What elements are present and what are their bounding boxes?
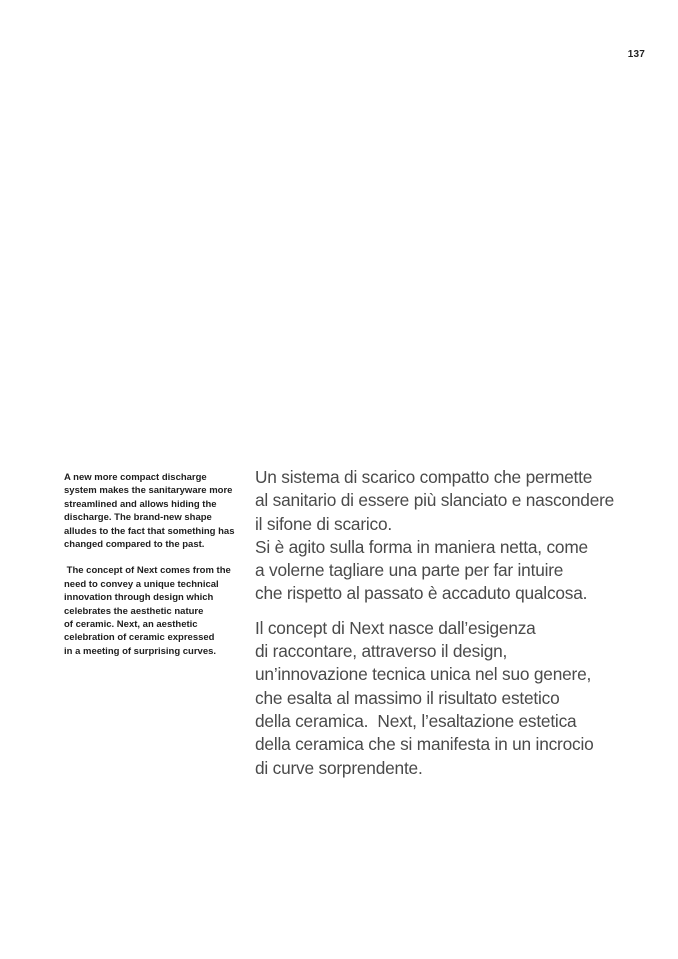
- english-p1-line: streamlined and allows hiding the: [64, 498, 217, 510]
- italian-p1-line: Un sistema di scarico compatto che permette: [255, 467, 593, 487]
- italian-p2-line: di curve sorprendente.: [255, 757, 423, 778]
- english-p1-line: changed compared to the past.: [64, 539, 205, 551]
- italian-p1-line: che rispetto al passato è accaduto qualcosa.: [255, 583, 588, 604]
- italian-text-column: [255, 466, 655, 780]
- italian-p2-line: della ceramica che si manifesta in un incrocio: [255, 734, 594, 755]
- english-p2-line: need to convey a unique technical: [64, 578, 219, 590]
- italian-paragraph-2: [255, 617, 655, 780]
- english-paragraph-1: [64, 471, 249, 551]
- italian-p2-line: un’innovazione tecnica unica nel suo genere,: [255, 664, 592, 685]
- english-p2-line: The concept of Next comes from the: [64, 565, 231, 577]
- italian-p2-line: della ceramica. Next, l’esaltazione estetica: [255, 710, 577, 731]
- page-number: 137: [627, 49, 645, 60]
- italian-p1-line: il sifone di scarico.: [255, 513, 392, 534]
- english-p2-line: in a meeting of surprising curves.: [64, 645, 217, 657]
- italian-p1-line: Si è agito sulla forma in maniera netta, come: [255, 536, 588, 557]
- english-text-column: [64, 471, 249, 658]
- italian-p2-line: di raccontare, attraverso il design,: [255, 641, 508, 662]
- english-p2-line: innovation through design which: [64, 592, 214, 604]
- english-p1-line: system makes the sanitaryware more: [64, 485, 233, 497]
- english-p1-line: alludes to the fact that something has: [64, 525, 235, 537]
- italian-paragraph-1: [255, 466, 655, 606]
- english-p2-line: celebrates the aesthetic nature: [64, 605, 204, 617]
- italian-p2-line: che esalta al massimo il risultato estetico: [255, 687, 560, 708]
- italian-p1-line: al sanitario di essere più slanciato e nascondere: [255, 490, 615, 511]
- italian-p1-line: a volerne tagliare una parte per far intuire: [255, 560, 564, 581]
- english-p1-line: discharge. The brand-new shape: [64, 512, 212, 524]
- english-paragraph-2: [64, 564, 249, 658]
- english-p2-line: of ceramic. Next, an aesthetic: [64, 619, 198, 631]
- english-p1-line: A new more compact discharge: [64, 472, 207, 483]
- italian-p2-line: Il concept di Next nasce dall’esigenza: [255, 617, 536, 638]
- english-p2-line: celebration of ceramic expressed: [64, 632, 215, 644]
